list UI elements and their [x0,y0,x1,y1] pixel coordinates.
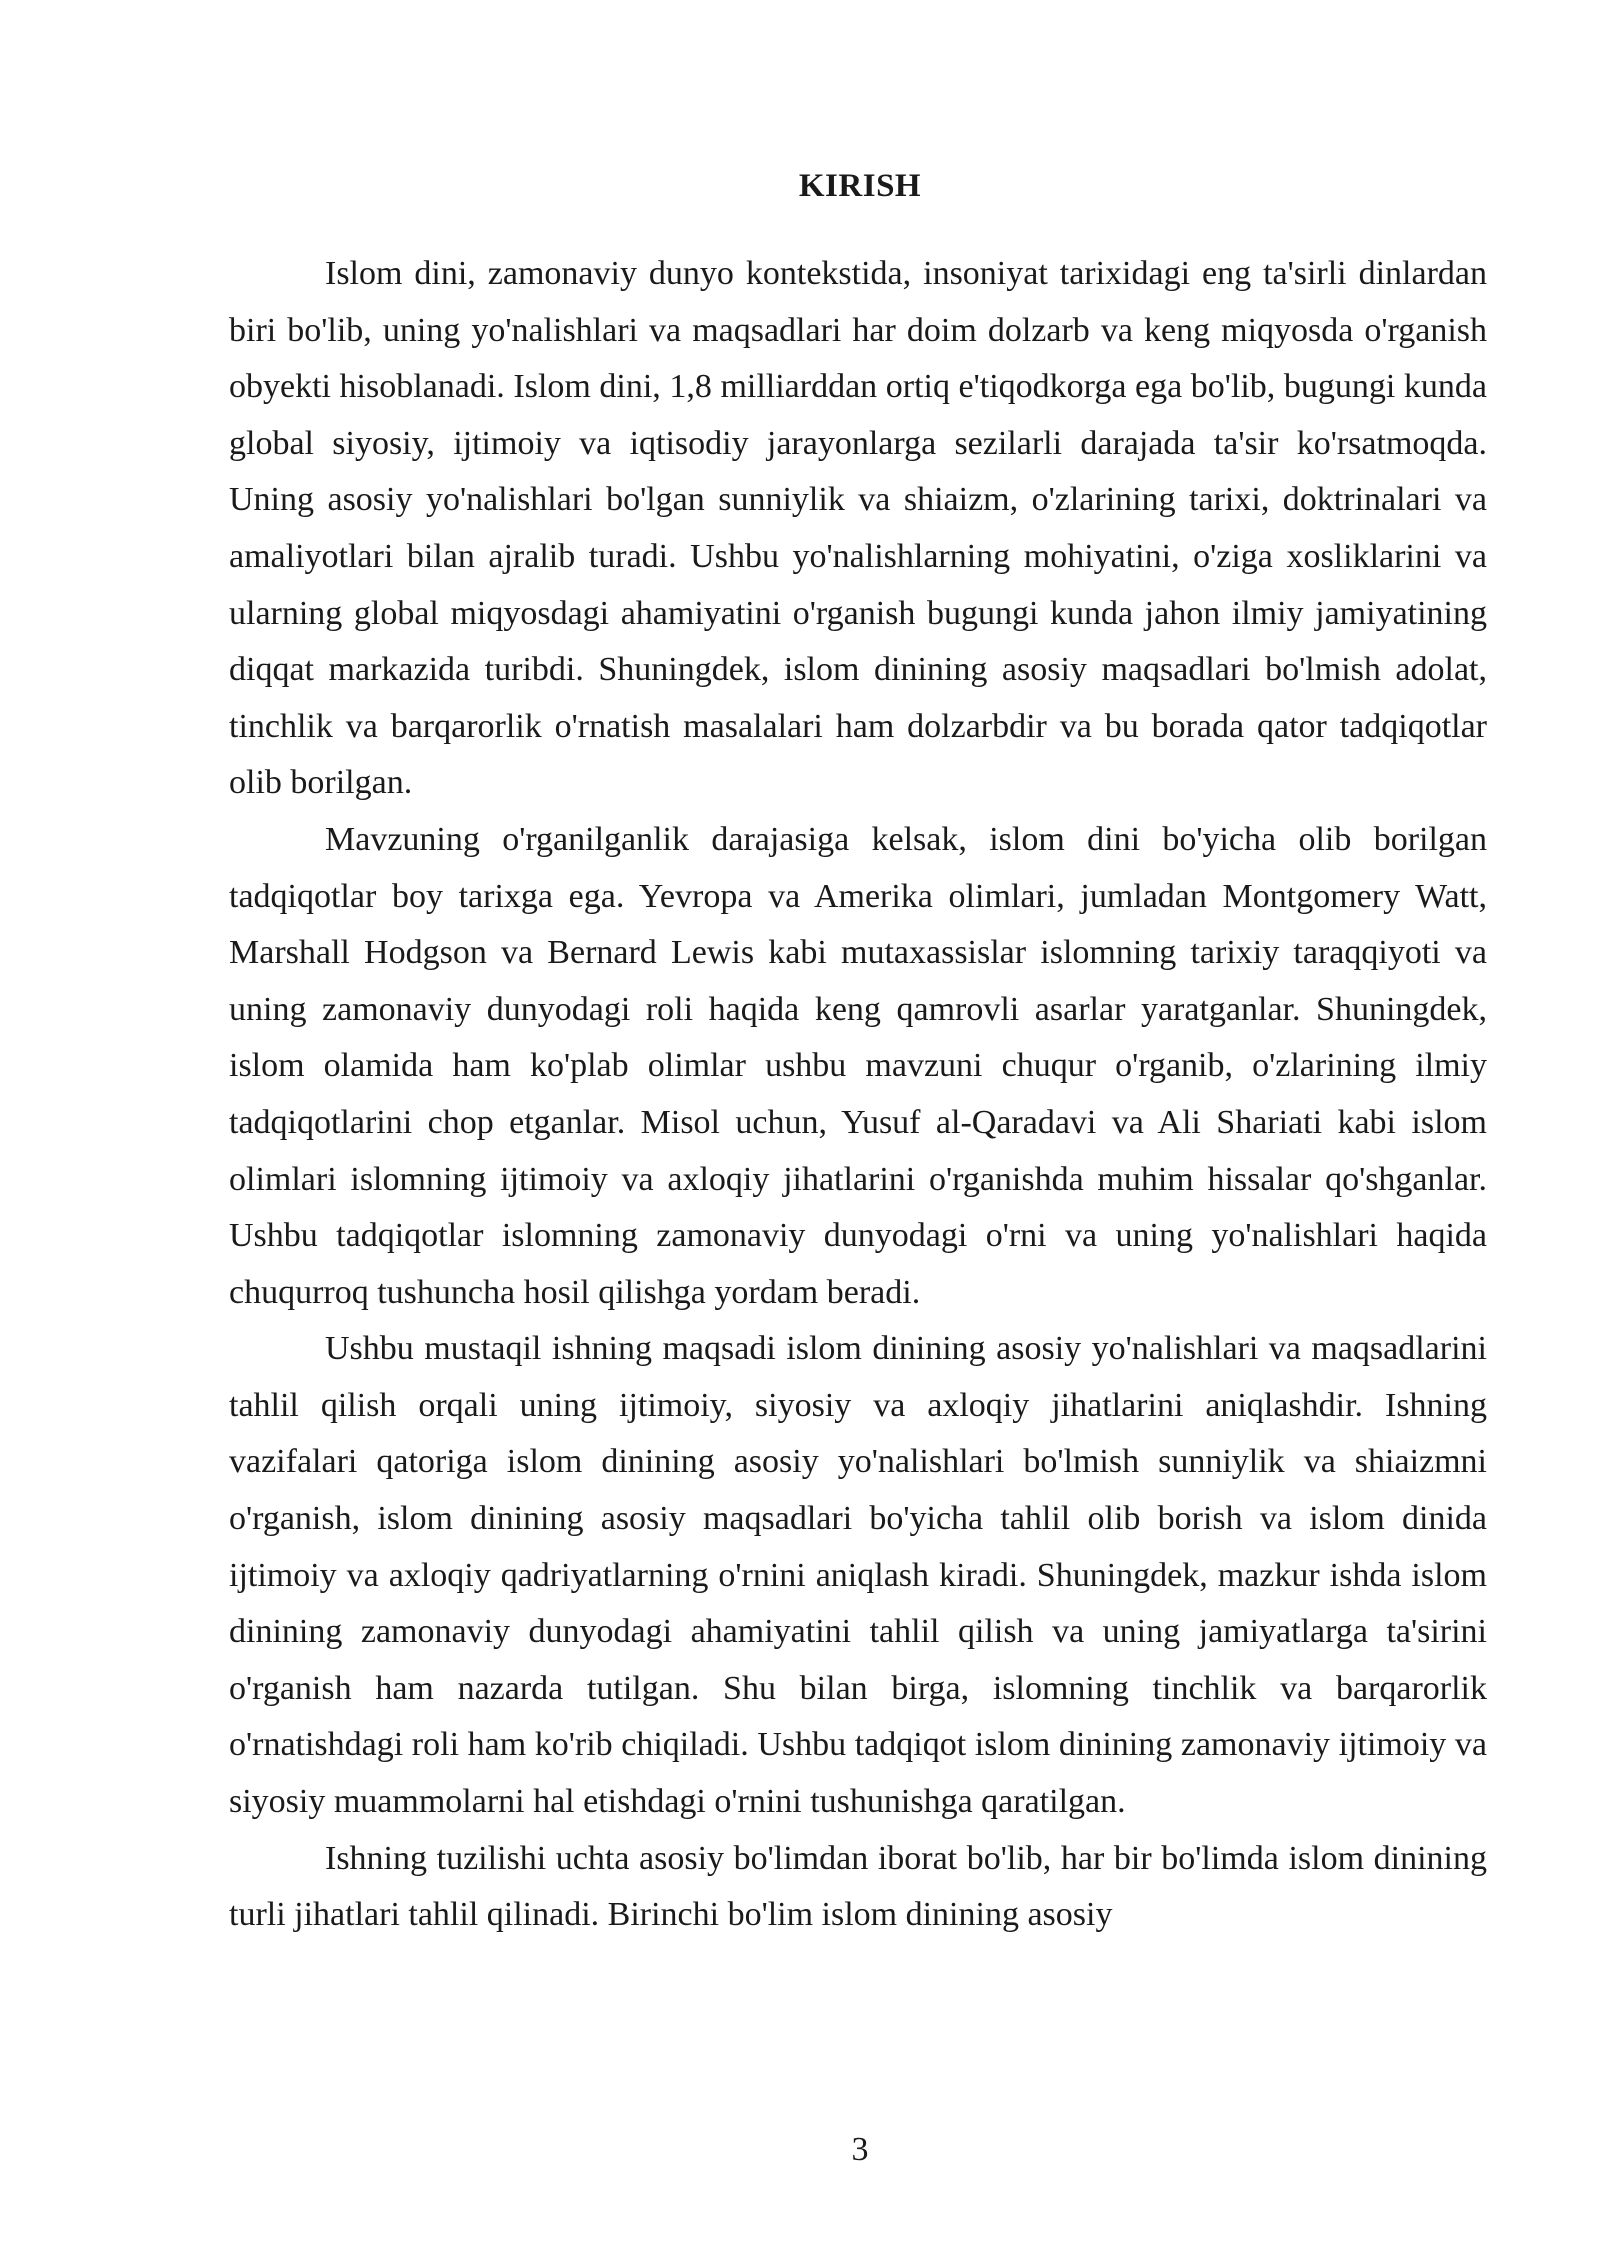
page-title: KIRISH [798,168,922,204]
body-text [229,246,1487,1944]
paragraph-4: Ishning tuzilishi uchta asosiy bo'limdan iborat bo'lib, har bir bo'limda islom dinining turli jihatlari tahlil qilinadi. Birinchi bo'lim islom dinining asosiy [229,1839,1487,1934]
paragraph-1: Islom dini, zamonaviy dunyo kontekstida, insoniyat tarixidagi eng ta'sirli dinlardan biri bo'lib, uning yo'nalishlari va maqsadlari har doim dolzarb va keng miqyosda o'rganish obyekti hisoblanadi. Islom dini, 1,8 milliarddan ortiq e'tiqodkorga ega bo'lib, bugungi kunda global siyosiy, ijtimoiy va iqtisodiy jarayonlarga sezilarli darajada ta'sir ko'rsatmoqda. Uning asosiy yo'nalishlari bo'lgan sunniylik va shiaizm, o'zlarining tarixi, doktrinalari va amaliyotlari bilan ajralib turadi. Ushbu yo'nalishlarning mohiyatini, o'ziga xosliklarini va ularning global miqyosdagi ahamiyatini o'rganish bugungi kunda jahon ilmiy jamiyatining diqqat markazida turibdi. Shuningdek, islom dinining asosiy maqsadlari bo'lmish adolat, tinchlik va barqarorlik o'rnatish masalalari ham dolzarbdir va bu borada qator tadqiqotlar olib borilgan. [229,255,1487,802]
paragraph-2: Mavzuning o'rganilganlik darajasiga kelsak, islom dini bo'yicha olib borilgan tadqiqotlar boy tarixga ega. Yevropa va Amerika olimlari, jumladan Montgomery Watt, Marshall Hodgson va Bernard Lewis kabi mutaxassislar islomning tarixiy taraqqiyoti va uning zamonaviy dunyodagi roli haqida keng qamrovli asarlar yaratganlar. Shuningdek, islom olamida ham ko'plab olimlar ushbu mavzuni chuqur o'rganib, o'zlarining ilmiy tadqiqotlarini chop etganlar. Misol uchun, Yusuf al-Qaradavi va Ali Shariati kabi islom olimlari islomning ijtimoiy va axloqiy jihatlarini o'rganishda muhim hissalar qo'shganlar. Ushbu tadqiqotlar islomning zamonaviy dunyodagi o'rni va uning yo'nalishlari haqida chuqurroq tushuncha hosil qilishga yordam beradi. [229,820,1487,1311]
page-number: 3 [851,2131,869,2168]
paragraph-3: Ushbu mustaqil ishning maqsadi islom dinining asosiy yo'nalishlari va maqsadlarini tahlil qilish orqali uning ijtimoiy, siyosiy va axloqiy jihatlarini aniqlashdir. Ishning vazifalari qatoriga islom dinining asosiy yo'nalishlari bo'lmish sunniylik va shiaizmni o'rganish, islom dinining asosiy maqsadlari bo'yicha tahlil olib borish va islom dinida ijtimoiy va axloqiy qadriyatlarning o'rnini aniqlash kiradi. Shuningdek, mazkur ishda islom dinining zamonaviy dunyodagi ahamiyatini tahlil qilish va uning jamiyatlarga ta'sirini o'rganish ham nazarda tutilgan. Shu bilan birga, islomning tinchlik va barqarorlik o'rnatishdagi roli ham ko'rib chiqiladi. Ushbu tadqiqot islom dinining zamonaviy ijtimoiy va siyosiy muammolarni hal etishdagi o'rnini tushunishga qaratilgan. [229,1330,1487,1821]
